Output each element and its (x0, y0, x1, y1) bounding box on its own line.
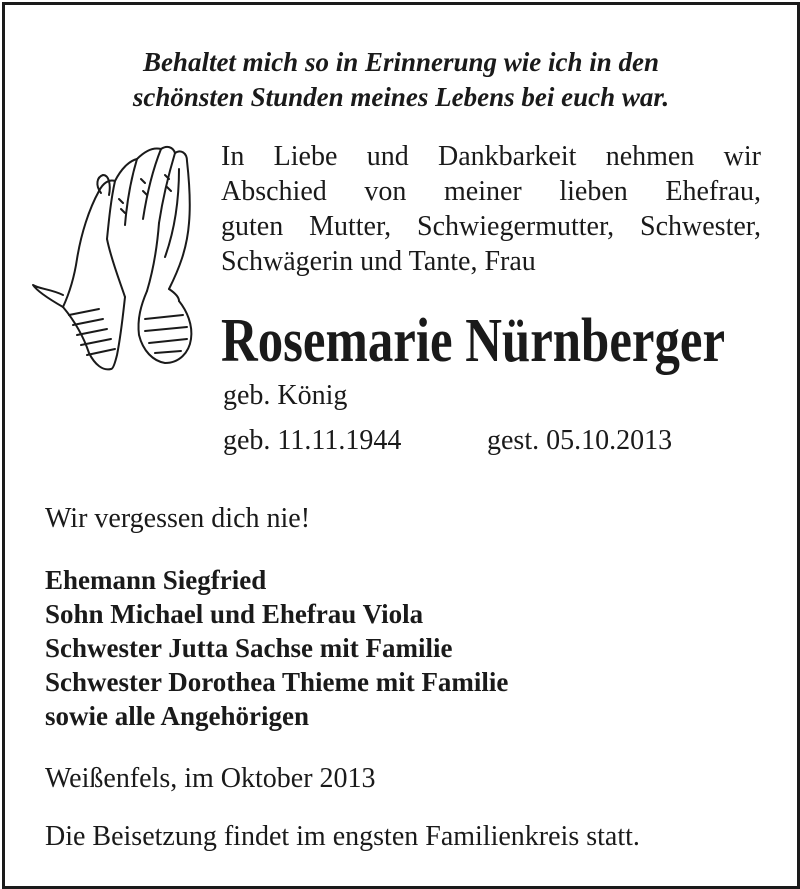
obituary-notice (2, 2, 800, 889)
mourner-entry: Schwester Jutta Sachse mit Familie (45, 633, 453, 663)
motto-quote (5, 45, 797, 115)
mourner-entry: Ehemann Siegfried (45, 565, 267, 595)
intro-line: Abschied von meiner lieben Ehefrau, (221, 176, 761, 207)
intro-line: guten Mutter, Schwiegermutter, Schwester, (221, 211, 761, 242)
mourner-entry: sowie alle Angehörigen (45, 701, 309, 731)
intro-line: In Liebe und Dankbarkeit nehmen wir (221, 141, 761, 172)
praying-hands-icon (29, 139, 201, 375)
intro-text (221, 139, 761, 279)
motto-line: Behaltet mich so in Erinnerung wie ich in den (142, 47, 660, 77)
burial-note: Die Beisetzung findet im engsten Familienkreis statt. (45, 821, 640, 852)
mourner-entry: Sohn Michael und Ehefrau Viola (45, 599, 424, 629)
intro-line: Schwägerin und Tante, Frau (221, 246, 536, 277)
death-date: gest. 05.10.2013 (487, 425, 673, 456)
birth-date: geb. 11.11.1944 (223, 425, 402, 456)
farewell-line: Wir vergessen dich nie! (45, 503, 311, 534)
motto-line: schönsten Stunden meines Lebens bei euch war. (132, 82, 670, 112)
deceased-name: Rosemarie Nürnberger (221, 307, 726, 375)
maiden-name: geb. König (223, 380, 348, 411)
mourner-entry: Schwester Dorothea Thieme mit Familie (45, 667, 509, 697)
mourners-list (45, 563, 508, 733)
place-date: Weißenfels, im Oktober 2013 (45, 763, 376, 794)
life-dates (223, 423, 673, 459)
